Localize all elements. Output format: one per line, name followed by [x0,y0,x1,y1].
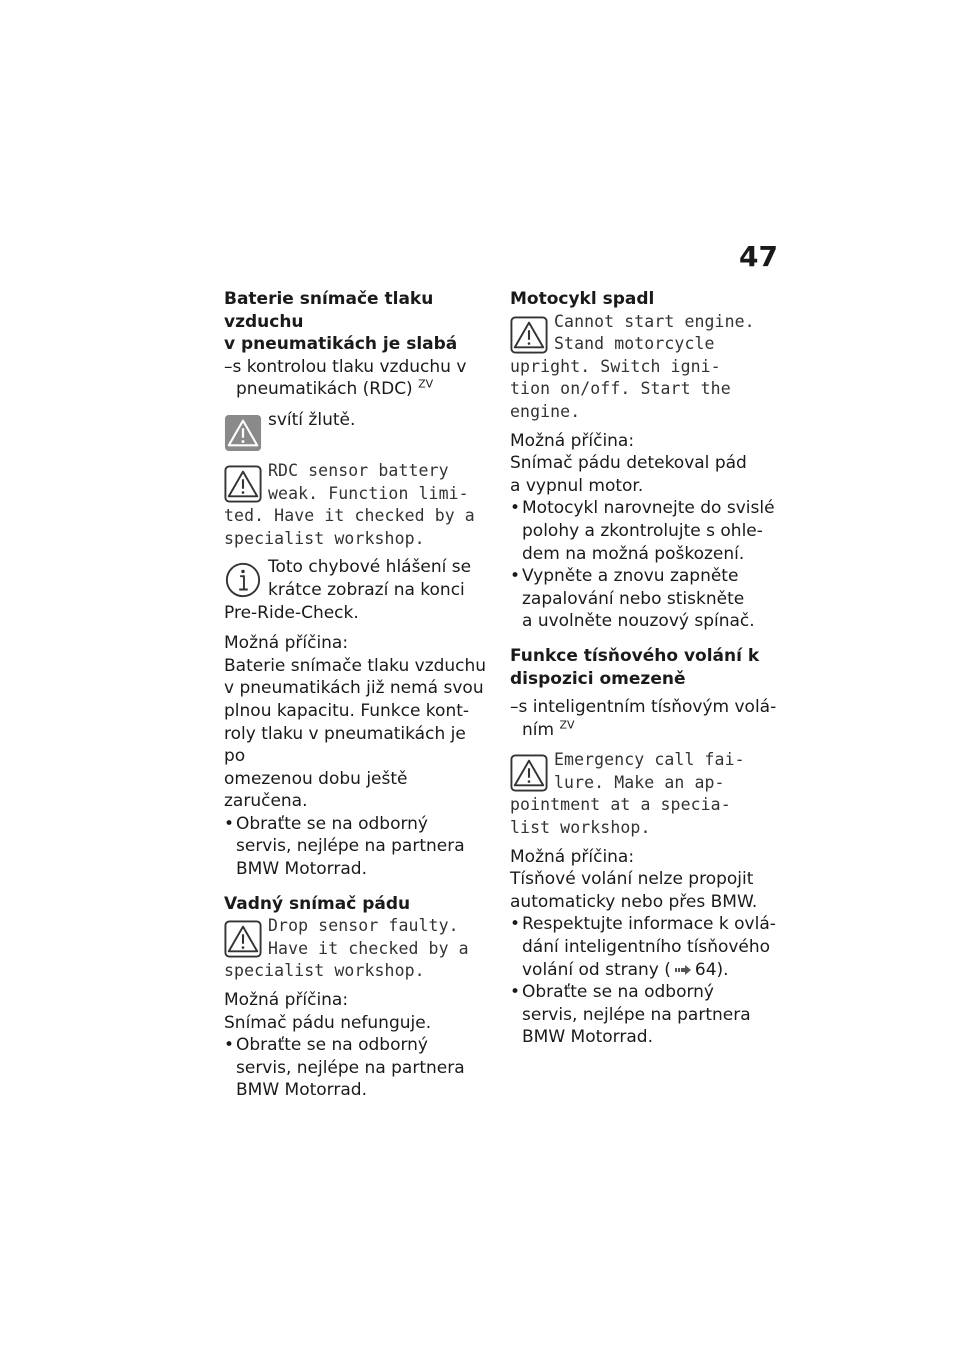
page-ref-number: 64). [694,959,729,980]
action-line: servis, nejlépe na partnera [236,1057,465,1078]
equipment-line: –s kontrolou tlaku vzduchu v [224,356,467,377]
heading-line: v pneumatikách je slabá [224,334,458,355]
cause-block [510,846,778,914]
cause-line: Tísňové volání nelze propojit [510,869,754,890]
action-line: • Motocykl narovnejte do svislé [522,498,775,519]
message-line: Emergency call fai- [554,750,745,770]
message-line: tion on/off. Start the [510,379,731,399]
warning-triangle-filled-icon [224,414,262,452]
heading-emergency-call [510,645,778,690]
section-emergency-call [510,645,778,1049]
warning-triangle-icon [510,754,548,792]
message-line: lure. Make an ap- [554,772,725,792]
message-line: RDC sensor battery [268,460,449,480]
equipment-text: ním [522,719,555,740]
info-block [224,556,492,624]
cause-label: Možná příčina: [510,430,635,451]
cause-line: automaticky nebo přes BMW. [510,891,758,912]
action-line: polohy a zkontrolujte s ohle- [522,520,763,541]
right-column [510,288,778,1049]
equipment-sup: ZV [559,718,575,732]
message-line: list workshop. [510,818,651,838]
action-item [224,813,492,881]
heading-rdc-battery [224,288,492,356]
action-item [224,1034,492,1102]
message-line: specialist workshop. [224,961,425,981]
action-line: dání inteligentního tísňového [522,937,771,958]
arrow-right-icon [675,964,691,976]
left-column [224,288,492,1102]
display-message [224,915,492,983]
action-line: • Obraťte se na odborný [236,813,428,834]
action-line [522,959,778,982]
info-icon [224,561,262,599]
display-message [510,749,778,839]
cause-block [224,989,492,1034]
heading-line: Funkce tísňového volání k [510,645,760,666]
heading-line: Baterie snímače tlaku vzduchu [224,289,434,332]
warning-triangle-icon [224,465,262,503]
cause-line: a vypnul motor. [510,475,644,496]
cause-line: v pneumatikách již nemá svou [224,678,484,699]
action-line: BMW Motorrad. [236,859,367,880]
section-drop-sensor [224,893,492,1102]
heading-drop-sensor: Vadný snímač pádu [224,893,411,914]
action-line: BMW Motorrad. [522,1027,653,1048]
equipment-line [510,719,778,742]
info-line: krátce zobrazí na konci [268,579,465,600]
cause-block [224,632,492,813]
message-line: Drop sensor faulty. [268,916,459,936]
cause-line: Snímač pádu detekoval pád [510,453,747,474]
display-message-block [510,311,778,424]
info-line: Toto chybové hlášení se [268,557,472,578]
display-message-block [224,915,492,983]
cause-label: Možná příčina: [224,990,349,1011]
display-message-block [224,460,492,550]
warning-triangle-icon [510,316,548,354]
action-line: • Obraťte se na odborný [522,982,714,1003]
cause-line: Baterie snímače tlaku vzduchu [224,655,487,676]
heading-line: dispozici omezeně [510,668,686,689]
section-rdc-battery [224,288,492,881]
equipment-text: pneumatikách (RDC) [236,379,413,400]
action-line: servis, nejlépe na partnera [522,1004,751,1025]
light-text: svítí žlutě. [268,409,356,430]
warning-triangle-icon [224,920,262,958]
display-message-block [510,749,778,839]
message-line: Have it checked by a [268,938,469,958]
display-message [224,460,492,550]
action-line: zapalování nebo stiskněte [522,588,745,609]
cause-line: Snímač pádu nefunguje. [224,1012,432,1033]
action-line: • Respektujte informace k ovlá- [522,914,776,935]
action-item [510,913,778,981]
equipment-note [224,356,492,401]
message-line: Stand motorcycle [554,334,715,354]
equipment-sup: ZV [418,377,434,391]
message-line: ted. Have it checked by a [224,506,475,526]
message-line: upright. Switch igni- [510,356,721,376]
display-message [510,311,778,424]
equipment-line: –s inteligentním tísňovým volá- [510,697,777,718]
message-line: engine. [510,401,581,421]
action-item [510,497,778,565]
action-line: dem na možná poškození. [522,543,745,564]
cause-label: Možná příčina: [224,633,349,654]
light-indicator-block [224,409,492,452]
page-number: 47 [739,240,778,273]
message-line: Cannot start engine. [554,311,755,331]
info-text [224,556,492,624]
action-line: • Vypněte a znovu zapněte [522,566,739,587]
cause-line: roly tlaku v pneumatikách je po [224,723,466,767]
action-line: servis, nejlépe na partnera [236,836,465,857]
equipment-note [510,696,778,741]
page-ref[interactable]: ( 64). [664,959,729,980]
cause-line: plnou kapacitu. Funkce kont- [224,700,470,721]
cause-block [510,430,778,498]
message-line: pointment at a specia- [510,795,731,815]
message-line: specialist workshop. [224,528,425,548]
info-line: Pre-Ride-Check. [224,602,359,623]
cause-line: omezenou dobu ještě zaručena. [224,768,408,812]
action-item [510,981,778,1049]
heading-fallen: Motocykl spadl [510,289,655,309]
page-ref-prefix: volání od strany [522,959,659,980]
action-line: BMW Motorrad. [236,1080,367,1101]
section-fallen [510,288,778,633]
message-line: weak. Function limi- [268,483,469,503]
cause-label: Možná příčina: [510,846,635,867]
action-line: • Obraťte se na odborný [236,1035,428,1056]
action-line: a uvolněte nouzový spínač. [522,611,755,632]
equipment-line [224,378,492,401]
action-item [510,565,778,633]
